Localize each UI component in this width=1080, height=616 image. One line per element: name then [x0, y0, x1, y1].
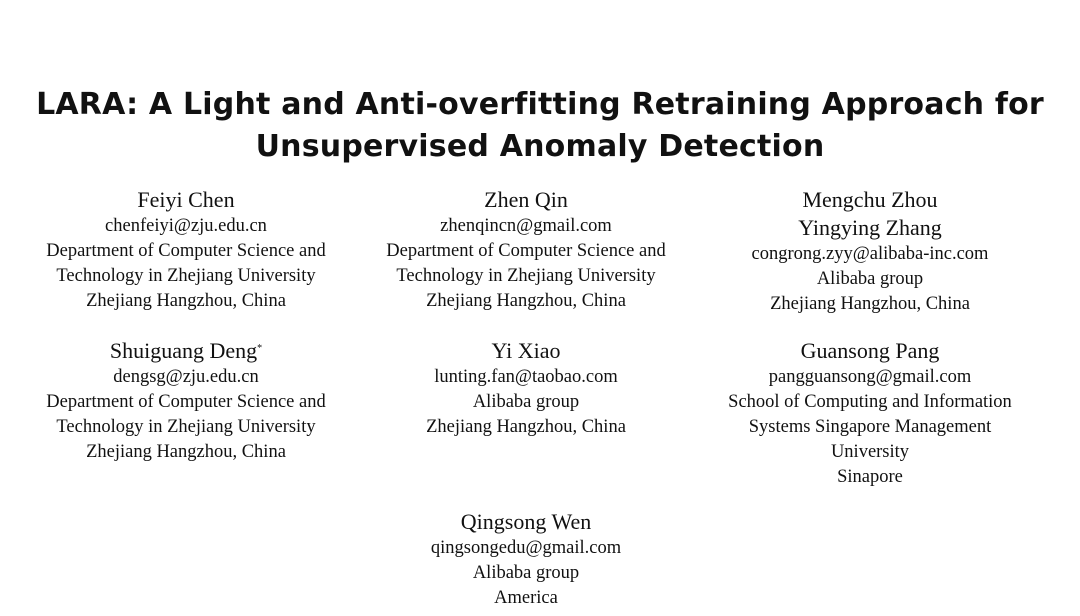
author-name: Shuiguang Deng: [109, 338, 258, 363]
author-affiliation: Alibaba group: [816, 269, 924, 289]
author-block-feiyi-chen: [6, 186, 366, 314]
author-affiliation: Department of Computer Science and: [386, 241, 666, 261]
author-email: lunting.fan@taobao.com: [434, 367, 618, 387]
author-name: Yi Xiao: [491, 338, 561, 363]
author-location: Zhejiang Hangzhou, China: [86, 442, 286, 462]
author-block-shuiguang-deng: [6, 337, 366, 465]
author-location: Zhejiang Hangzhou, China: [770, 294, 970, 314]
author-location: Zhejiang Hangzhou, China: [426, 291, 626, 311]
author-location: America: [494, 588, 558, 608]
author-name: Zhen Qin: [484, 187, 568, 212]
author-affiliation: Technology in Zhejiang University: [396, 266, 656, 286]
author-email: qingsongedu@gmail.com: [430, 538, 622, 558]
corresponding-author-mark: *: [257, 343, 263, 354]
author-email: congrong.zyy@alibaba-inc.com: [751, 244, 989, 264]
author-email: dengsg@zju.edu.cn: [113, 367, 259, 387]
author-affiliation: Alibaba group: [472, 392, 580, 412]
author-affiliation: School of Computing and Information: [728, 392, 1012, 412]
author-location: Sinapore: [837, 467, 903, 487]
title-line-2: Unsupervised Anomaly Detection: [255, 129, 825, 164]
author-name: Feiyi Chen: [137, 187, 235, 212]
author-affiliation: Department of Computer Science and: [46, 241, 326, 261]
author-affiliation: University: [830, 442, 910, 462]
author-name-line: [6, 337, 366, 365]
author-email: pangguansong@gmail.com: [768, 367, 972, 387]
author-email: zhenqincn@gmail.com: [440, 216, 612, 236]
author-affiliation: Department of Computer Science and: [46, 392, 326, 412]
author-block-zhou-zhang: [690, 186, 1050, 317]
author-email: chenfeiyi@zju.edu.cn: [105, 216, 267, 236]
author-affiliation: Alibaba group: [472, 563, 580, 583]
author-block-zhen-qin: [346, 186, 706, 314]
author-affiliation: Technology in Zhejiang University: [56, 417, 316, 437]
author-name-second: Yingying Zhang: [798, 215, 942, 240]
author-name: Qingsong Wen: [460, 509, 592, 534]
author-name: Guansong Pang: [800, 338, 940, 363]
author-block-qingsong-wen: [346, 508, 706, 611]
author-name: Mengchu Zhou: [802, 187, 938, 212]
author-block-guansong-pang: [690, 337, 1050, 490]
author-affiliation: Systems Singapore Management: [748, 417, 992, 437]
author-affiliation: Technology in Zhejiang University: [56, 266, 316, 286]
paper-title: [0, 84, 1080, 168]
author-location: Zhejiang Hangzhou, China: [426, 417, 626, 437]
author-block-yi-xiao: [346, 337, 706, 440]
title-line-1: LARA: A Light and Anti-overfitting Retraining Approach for: [36, 87, 1044, 122]
author-location: Zhejiang Hangzhou, China: [86, 291, 286, 311]
